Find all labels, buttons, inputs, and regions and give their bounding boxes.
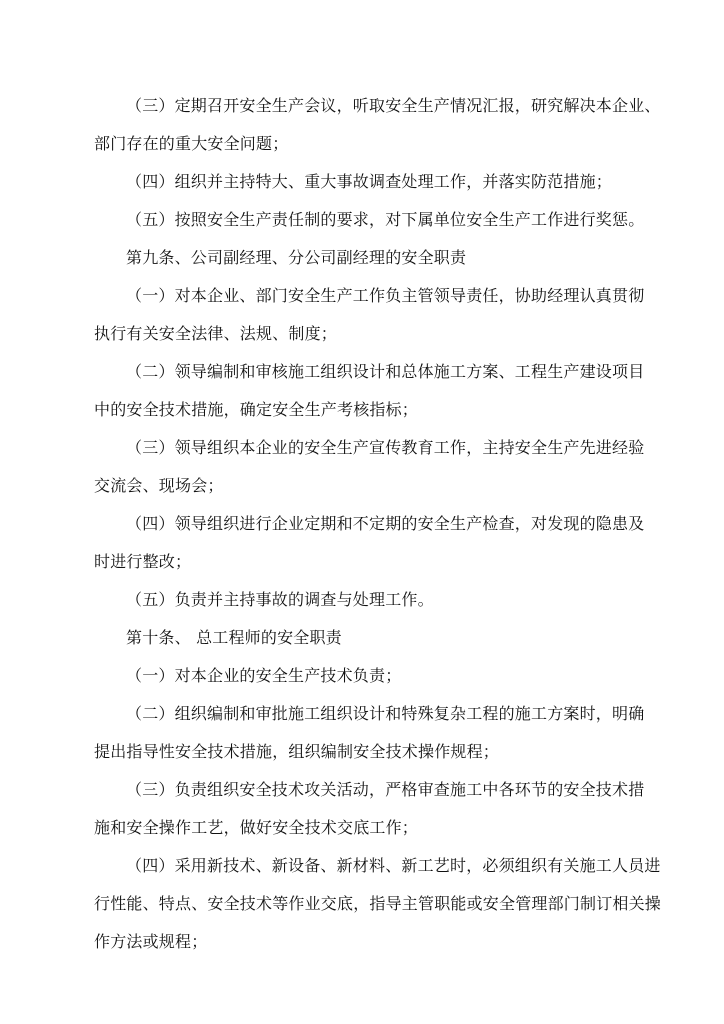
text-line-12: （四）领导组织进行企业定期和不定期的安全生产检查，对发现的隐患及: [126, 514, 645, 533]
text-line-11: 交流会、现场会；: [94, 476, 224, 495]
text-line-7: 执行有关安全法律、法规、制度；: [94, 324, 338, 343]
text-line-1: （三）定期召开安全生产会议，听取安全生产情况汇报，研究解决本企业、: [126, 96, 661, 115]
section-heading-9: 第九条、公司副经理、分公司副经理的安全职责: [126, 248, 467, 267]
text-line-6: （一）对本企业、部门安全生产工作负主管领导责任，协助经理认真贯彻: [126, 286, 645, 305]
text-line-23: 作方法或规程；: [94, 932, 208, 951]
text-line-16: （一）对本企业的安全生产技术负责；: [126, 666, 402, 685]
text-line-10: （三）领导组织本企业的安全生产宣传教育工作，主持安全生产先进经验: [126, 438, 645, 457]
text-line-18: 提出指导性安全技术措施，组织编制安全技术操作规程；: [94, 742, 500, 761]
text-line-3: （四）组织并主持特大、重大事故调查处理工作，并落实防范措施；: [126, 172, 613, 191]
text-line-9: 中的安全技术措施，确定安全生产考核指标；: [94, 400, 419, 419]
text-line-2: 部门存在的重大安全问题；: [94, 134, 289, 153]
text-line-21: （四）采用新技术、新设备、新材料、新工艺时，必须组织有关施工人员进: [126, 856, 661, 875]
text-line-22: 行性能、特点、安全技术等作业交底，指导主管职能或安全管理部门制订相关操: [94, 894, 662, 913]
text-line-19: （三）负责组织安全技术攻关活动，严格审查施工中各环节的安全技术措: [126, 780, 645, 799]
text-line-14: （五）负责并主持事故的调查与处理工作。: [126, 590, 434, 609]
text-line-4: （五）按照安全生产责任制的要求，对下属单位安全生产工作进行奖惩。: [126, 210, 645, 229]
text-line-8: （二）领导编制和审核施工组织设计和总体施工方案、工程生产建设项目: [126, 362, 645, 381]
text-line-17: （二）组织编制和审批施工组织设计和特殊复杂工程的施工方案时，明确: [126, 704, 645, 723]
text-line-13: 时进行整改；: [94, 552, 192, 571]
text-line-20: 施和安全操作工艺，做好安全技术交底工作；: [94, 818, 419, 837]
section-heading-10: 第十条、 总工程师的安全职责: [126, 628, 342, 647]
